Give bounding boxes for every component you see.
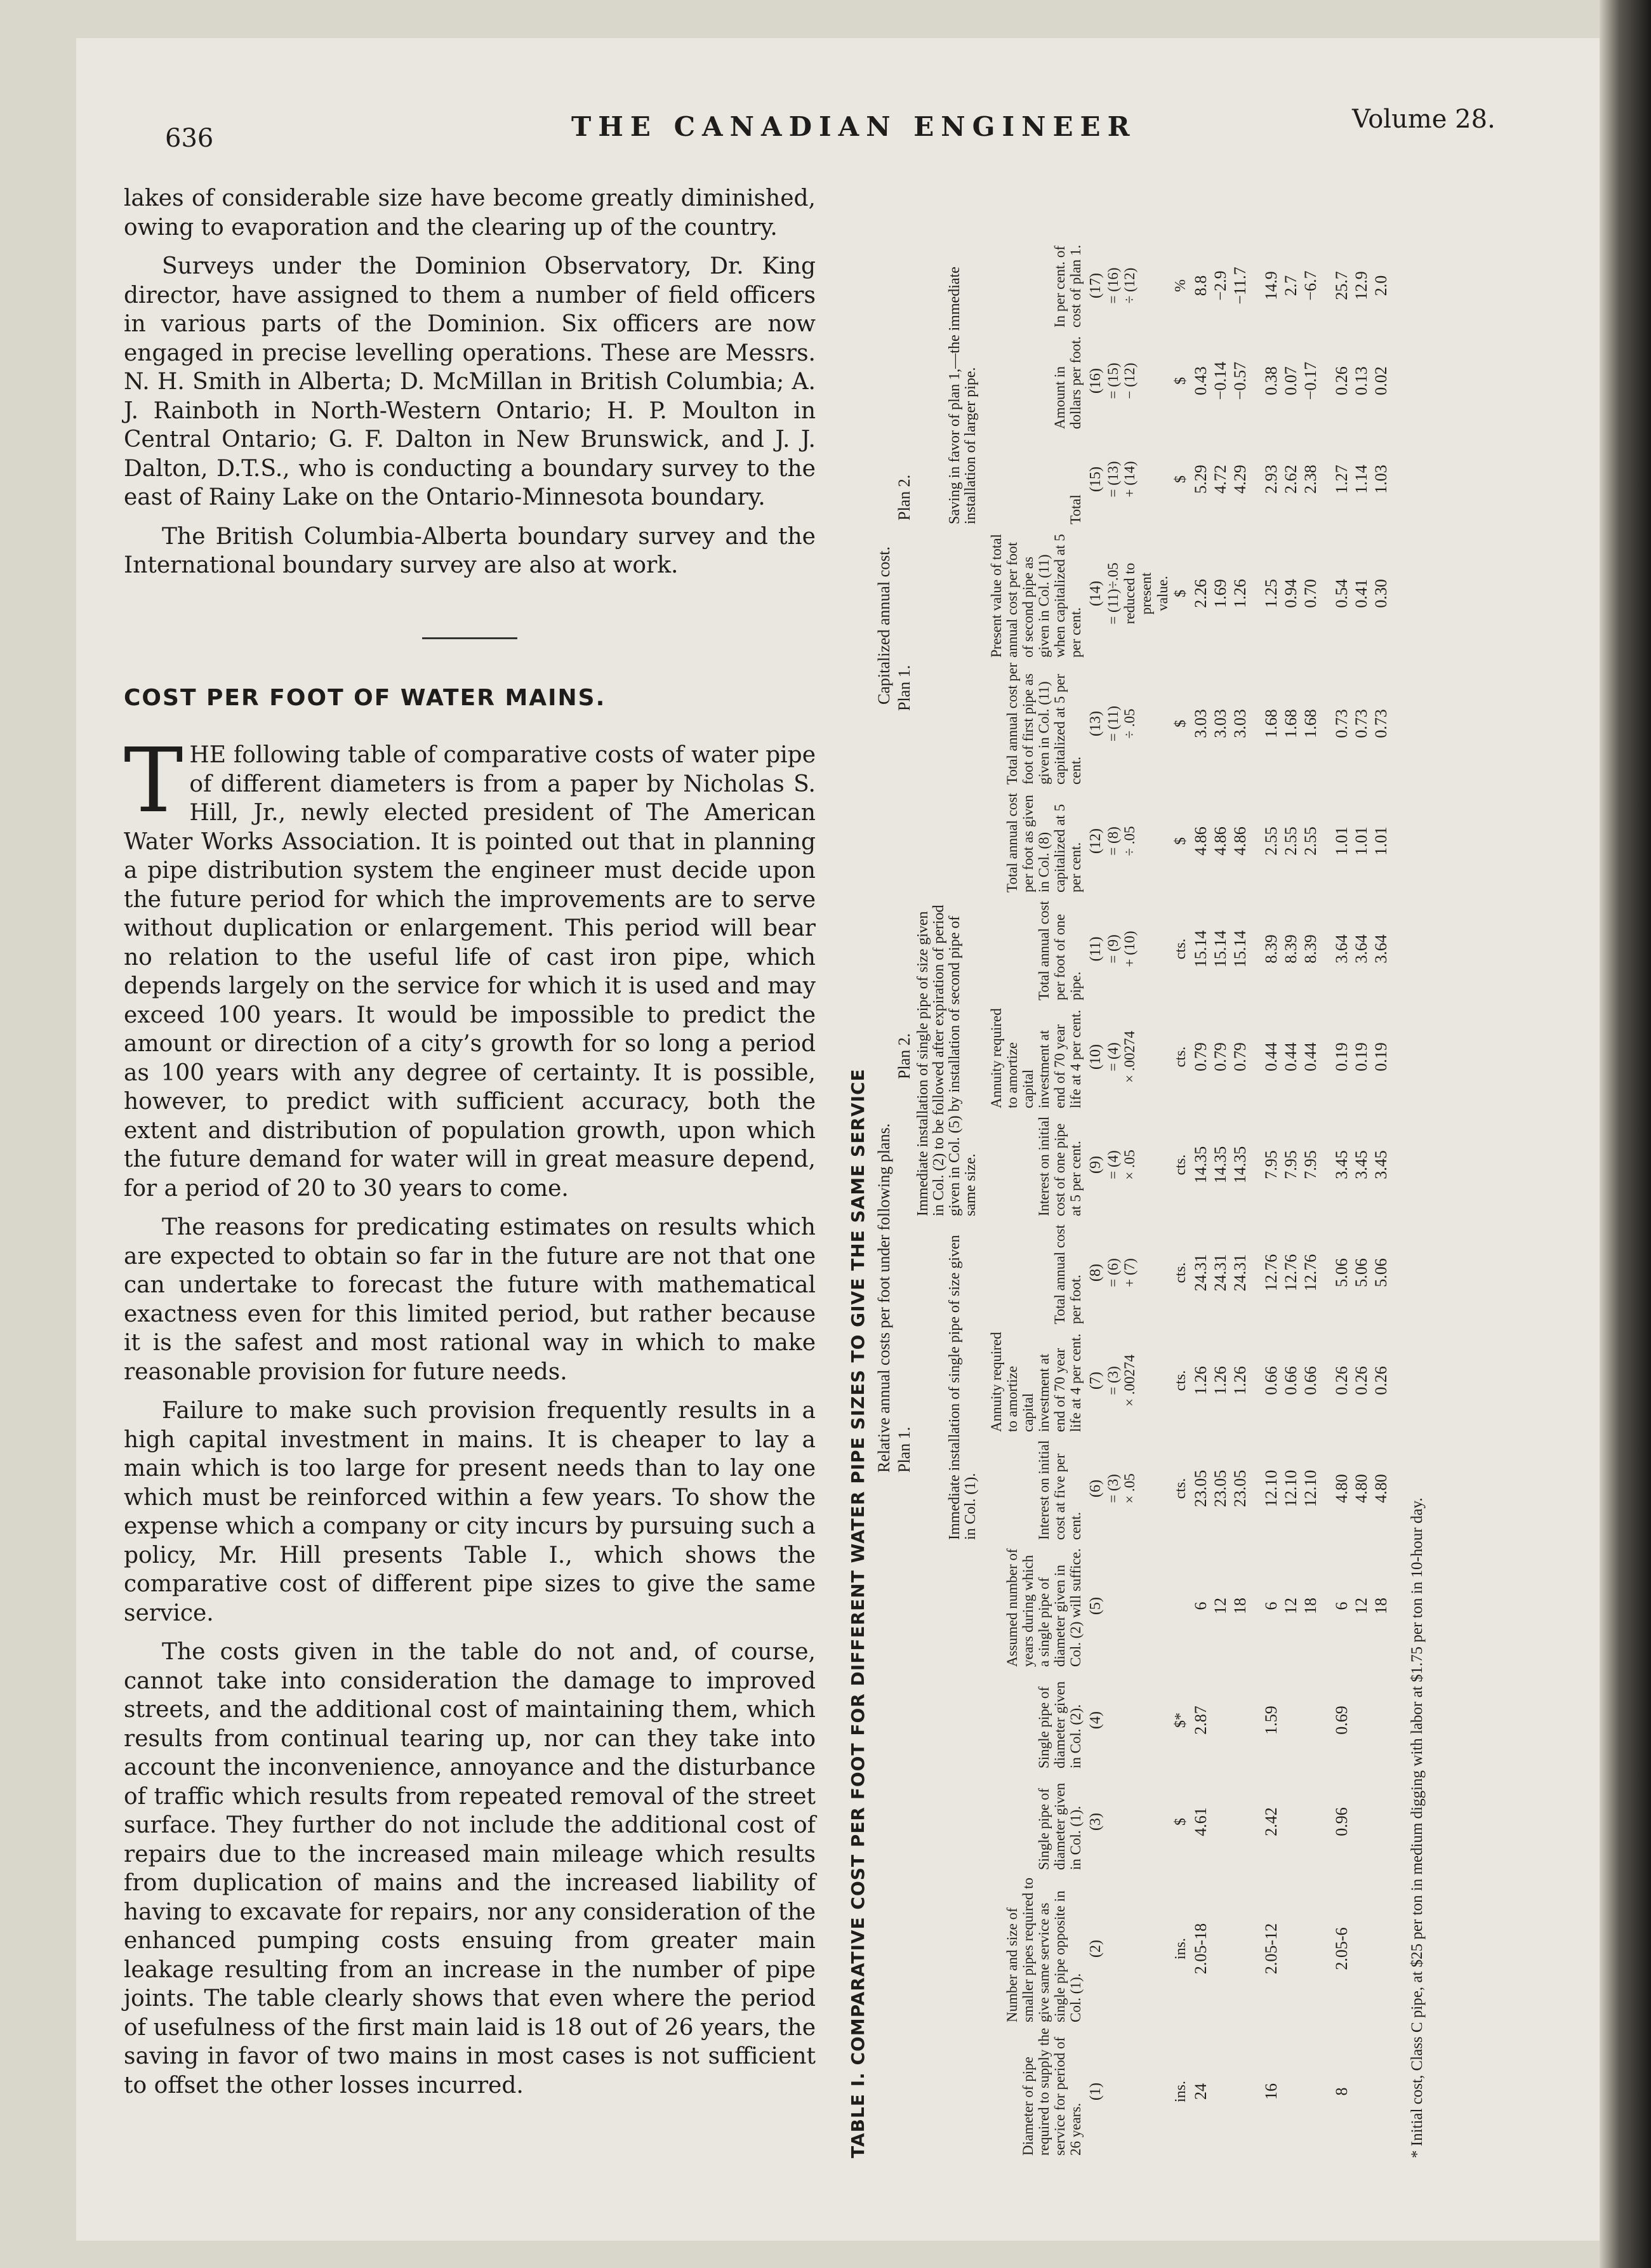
column-header-text-12: Total annual cost per foot as given in Col. (8) capitalized at 5 per cent. [1004, 793, 1084, 892]
table-cell: 0.73 [1352, 709, 1370, 738]
table-row [1230, 241, 1250, 2158]
unit-row [1171, 241, 1191, 2158]
column-unit-4: $* [1172, 1713, 1189, 1728]
journal-title: THE CANADIAN ENGINEER [571, 111, 1137, 142]
column-unit-12: $ [1172, 837, 1189, 845]
column-header-text-15: Total [1068, 494, 1084, 524]
table-cell: 0.19 [1332, 1042, 1351, 1071]
table-cell: 2.42 [1262, 1807, 1280, 1836]
table-cell: 5.06 [1372, 1258, 1390, 1287]
table-cell: 1.26 [1231, 1366, 1249, 1395]
table-cell: 23.05 [1211, 1469, 1230, 1508]
paragraph-intro [124, 729, 816, 1203]
table-cell: 12.10 [1282, 1469, 1300, 1508]
column-formula-4 [1105, 1669, 1171, 1771]
table-cell: 0.19 [1372, 1042, 1390, 1071]
table-cell [1230, 2025, 1250, 2158]
group-capitalized: Capitalized annual cost. [875, 546, 893, 705]
paragraph-failure: Failure to make such provision frequently results in a high capital investment in mains. It is cheaper to lay a main which is too large for present needs than to lay one which must be reinforced within a few years. To show the expense which a company or city incurs by pursuing such a policy, Mr. Hill presents Table I., which shows the comparative cost of different pipe sizes to give the same service. [124, 1398, 816, 1626]
table-cell: 0.96 [1332, 1807, 1351, 1836]
table-cell: 2.93 [1262, 465, 1280, 494]
plan2-cap-label: Plan 2. [895, 474, 913, 521]
column-formula-6: = (3) × .05 [1105, 1473, 1137, 1504]
table-cell: 1.03 [1372, 465, 1390, 494]
column-header-15 [979, 432, 1084, 527]
table-cell: 7.95 [1262, 1150, 1280, 1179]
column-unit-13: $ [1172, 720, 1189, 727]
table-cell: 5.29 [1191, 465, 1210, 494]
table-cell: 14.35 [1211, 1146, 1230, 1184]
column-unit-14: $ [1172, 590, 1189, 597]
table-cell: 14.35 [1231, 1146, 1249, 1184]
column-number-row [1084, 241, 1105, 2158]
table-cell: 1.01 [1332, 826, 1351, 856]
column-header-text-2: Number and size of smaller pipes required to give same service as single pipe opposite in Col. (1). [1004, 1877, 1084, 2022]
column-number-2: (2) [1087, 1940, 1104, 1958]
table-cell: 12.9 [1352, 271, 1370, 300]
table-cell: 3.64 [1372, 934, 1390, 964]
column-header-text-9: Interest on initial cost of one pipe at 5 per cent. [1036, 1116, 1084, 1216]
table-cell: 0.66 [1262, 1366, 1280, 1395]
table-cell: 1.26 [1211, 1366, 1230, 1395]
table-cell: 1.01 [1372, 826, 1390, 856]
table-cell: 8 [1332, 2087, 1351, 2096]
table-cell [1210, 1669, 1230, 1771]
plan-desc-row [915, 241, 979, 2158]
table-cell [1351, 1873, 1371, 2025]
table-cell [1301, 1771, 1320, 1873]
table-cell: 18 [1301, 1598, 1320, 1614]
column-unit-1: ins. [1172, 2081, 1189, 2103]
table-cell: 0.26 [1352, 1366, 1370, 1395]
column-unit-10: cts. [1172, 1046, 1189, 1068]
table-cell: 2.0 [1372, 275, 1390, 296]
table-cell: 12.76 [1301, 1254, 1320, 1292]
column-number-13: (13) [1087, 711, 1104, 736]
column-header-16 [979, 330, 1084, 432]
table-cell: 15.14 [1231, 930, 1249, 968]
paragraph-intro-text: HE following table of comparative costs of water pipe of different diameters is from a paper by Nicholas S. Hill, Jr., newly elected president of The American Water Works Association. It is pointed out that in planning a pipe distribution system the engineer must decide upon the future period for which the improvements are to serve without duplication or enlargement. This period will bear no relation to the useful life of cast iron pipe, which depends largely on the service for which it is used and may exceed 100 years. It would be impossible to predict the amount or direction of a city’s growth for so long a period as 100 years with any degree of certainty. It is possible, however, to predict with sufficient accuracy, both the extent and distribution of population growth, upon which the future demand for water will in great measure depend, for a period of 20 to 30 years to come. [124, 742, 816, 1202]
column-header-5 [979, 1542, 1084, 1669]
table-cell: 7.95 [1301, 1150, 1320, 1179]
table-cell: 4.86 [1191, 826, 1210, 856]
table-cell: 24.31 [1211, 1254, 1230, 1292]
table-cell [1281, 1771, 1301, 1873]
table-cell: 0.13 [1352, 366, 1370, 395]
rotated-table [847, 190, 1596, 2158]
column-header-text-1: Diameter of pipe required to supply the service for period of 26 years. [1020, 2027, 1084, 2156]
table-cell [1371, 2025, 1391, 2158]
column-unit-6: cts. [1172, 1478, 1189, 1499]
table-cell: 12.76 [1282, 1254, 1300, 1292]
table-cell: 1.27 [1332, 465, 1351, 494]
column-header-1 [979, 2025, 1084, 2158]
table-cell [1210, 1873, 1230, 2025]
table-row [1320, 241, 1351, 2158]
table-cell: 6 [1191, 1602, 1210, 1610]
table-row [1371, 241, 1391, 2158]
column-unit-5 [1171, 1542, 1191, 1669]
column-formula-1 [1105, 2025, 1171, 2158]
table-cell: 24 [1191, 2083, 1210, 2100]
table-cell [1371, 1873, 1391, 2025]
table-cell: 1.68 [1301, 709, 1320, 738]
column-number-15: (15) [1087, 467, 1104, 492]
column-header-6 [979, 1435, 1084, 1542]
table-cell: 23.05 [1191, 1469, 1210, 1508]
table-cell: 4.72 [1211, 465, 1230, 494]
table-cell: 8.39 [1282, 934, 1300, 964]
table-cell: 4.29 [1231, 465, 1249, 494]
column-number-8: (8) [1087, 1264, 1104, 1282]
column-formula-16: = (15) − (12) [1105, 362, 1137, 399]
table-cell: 3.45 [1372, 1150, 1390, 1179]
column-unit-16: $ [1172, 377, 1189, 385]
table-cell: 3.64 [1332, 934, 1351, 964]
table-cell: 0.07 [1282, 366, 1300, 395]
table-cell: 0.26 [1332, 1366, 1351, 1395]
table-cell: 1.01 [1352, 826, 1370, 856]
column-number-9: (9) [1087, 1156, 1104, 1174]
table-row [1301, 241, 1320, 2158]
table-cell: −11.7 [1231, 267, 1249, 305]
paragraph-reasons: The reasons for predicating estimates on results which are expected to obtain so far in the future are not that one can undertake to forecast the future with mathematical exactness even for this limited period, but rather because it is the safest and most rational way in which to make reasonable provision for future needs. [124, 1214, 816, 1385]
column-header-text-14: Present value of total annual cost per foot of second pipe as given in Col. (11) when capitalized at 5 per cent. [988, 534, 1084, 658]
table-cell: −6.7 [1301, 270, 1320, 301]
column-formula-12: = (8) ÷ .05 [1105, 826, 1137, 856]
column-header-text-17: In per cent. of cost of plan 1. [1052, 244, 1084, 328]
plan1-description: Immediate installation of single pipe of size given in Col. (1). [946, 1235, 979, 1540]
column-header-text-10: Annuity required to amortize capital investment at end of 70 year life at 4 per cent. [988, 1008, 1084, 1108]
table-cell: 0.69 [1332, 1706, 1351, 1735]
table-cell [1351, 1771, 1371, 1873]
table-cell: 12.76 [1262, 1254, 1280, 1292]
column-header-4 [979, 1669, 1084, 1771]
table-cell: 5.06 [1332, 1258, 1351, 1287]
table-cell: 3.45 [1352, 1150, 1370, 1179]
table-cell: 2.87 [1191, 1706, 1210, 1735]
table-cell: 23.05 [1231, 1469, 1249, 1508]
table-cell: 3.45 [1332, 1150, 1351, 1179]
table-cell: 2.7 [1282, 275, 1300, 296]
table-cell: 12.10 [1301, 1469, 1320, 1508]
table-row [1351, 241, 1371, 2158]
formula-row [1105, 241, 1171, 2158]
table-cell [1371, 1771, 1391, 1873]
column-number-17: (17) [1087, 273, 1104, 298]
page-number: 636 [165, 124, 214, 153]
table-cell: 24.31 [1231, 1254, 1249, 1292]
column-header-text-11: Total annual cost per foot of one pipe. [1036, 901, 1084, 1000]
table-cell [1210, 1771, 1230, 1873]
table-cell: 2.05-18 [1191, 1923, 1210, 1975]
table-cell: 0.70 [1301, 579, 1320, 608]
table-cell: 0.44 [1282, 1042, 1300, 1071]
column-unit-2: ins. [1172, 1938, 1189, 1960]
column-unit-7: cts. [1172, 1370, 1189, 1391]
table-cell: −0.14 [1211, 361, 1230, 401]
column-header-text-5: Assumed number of years during which a single pipe of diameter given in Col. (2) will suffice. [1004, 1548, 1084, 1667]
column-header-3 [979, 1771, 1084, 1873]
column-number-16: (16) [1087, 368, 1104, 394]
table-cell: 0.41 [1352, 579, 1370, 608]
table-cell: 12 [1211, 1598, 1230, 1614]
table-cell: 0.30 [1372, 579, 1390, 608]
column-formula-3 [1105, 1771, 1171, 1873]
table-row [1191, 241, 1210, 2158]
volume-label: Volume 28. [1352, 105, 1495, 134]
table-cell: 12 [1352, 1598, 1370, 1614]
table-cell: 1.26 [1191, 1366, 1210, 1395]
table-cell: −0.57 [1231, 361, 1249, 401]
column-formula-7: = (3) × .00274 [1105, 1355, 1137, 1407]
column-formula-13: = (11) ÷ .05 [1105, 705, 1137, 742]
column-number-7: (7) [1087, 1372, 1104, 1389]
column-header-text-3: Single pipe of diameter given in Col. (1). [1036, 1782, 1084, 1870]
table-cell: 14.35 [1191, 1146, 1210, 1184]
column-header-10 [979, 1003, 1084, 1111]
table-cell: 0.26 [1372, 1366, 1390, 1395]
cost-table [915, 241, 1391, 2158]
table-body [1191, 241, 1391, 2158]
table-cell: 0.73 [1372, 709, 1390, 738]
table-cell: 0.73 [1332, 709, 1351, 738]
column-formula-15: = (13) + (14) [1105, 461, 1137, 498]
table-cell: 24.31 [1191, 1254, 1210, 1292]
table-cell: −2.9 [1211, 270, 1230, 301]
saving-group: Saving in favor of plan 1,—the immediate installation of larger pipe. [946, 267, 979, 524]
table-cell: 3.64 [1352, 934, 1370, 964]
column-header-text-4: Single pipe of diameter given in Col. (2). [1036, 1681, 1084, 1768]
column-formula-17: = (16) ÷ (12) [1105, 267, 1137, 304]
column-number-3: (3) [1087, 1813, 1104, 1831]
column-formula-8: = (6) + (7) [1105, 1258, 1137, 1287]
header-row [979, 241, 1084, 2158]
table-plan-headers [895, 190, 915, 2158]
column-formula-11: = (9) + (10) [1105, 931, 1137, 967]
table-cell: 6 [1332, 1602, 1351, 1610]
table-cell: 8.39 [1301, 934, 1320, 964]
table-cell: 8.39 [1262, 934, 1280, 964]
table-title: TABLE I. COMPARATIVE COST PER FOOT FOR DIFFERENT WATER PIPE SIZES TO GIVE THE SAME SERVICE [847, 1068, 868, 2158]
table-cell: 1.68 [1282, 709, 1300, 738]
table-cell [1301, 1669, 1320, 1771]
table-cell: 1.68 [1262, 709, 1280, 738]
table-cell: 5.06 [1352, 1258, 1370, 1287]
table-cell: 0.38 [1262, 366, 1280, 395]
column-header-13 [979, 660, 1084, 787]
column-header-12 [979, 787, 1084, 895]
table-cell: 3.03 [1211, 709, 1230, 738]
column-header-9 [979, 1111, 1084, 1219]
table-cell: 4.86 [1211, 826, 1230, 856]
paragraph-continuation: lakes of considerable size have become greatly diminished, owing to evaporation and the clearing up of the country. [124, 185, 816, 241]
column-header-8 [979, 1219, 1084, 1327]
column-header-11 [979, 895, 1084, 1003]
table-group-headers [875, 190, 895, 2158]
table-cell: 2.05-6 [1332, 1927, 1351, 1970]
table-cell: 12 [1282, 1598, 1300, 1614]
table-cell: 2.55 [1282, 826, 1300, 856]
table-cell [1281, 1669, 1301, 1771]
column-unit-9: cts. [1172, 1154, 1189, 1176]
column-formula-2 [1105, 1873, 1171, 2025]
plan2-label: Plan 2. [895, 1033, 913, 1079]
table-cell: 0.26 [1332, 366, 1351, 395]
table-row [1210, 241, 1230, 2158]
column-number-12: (12) [1087, 828, 1104, 854]
table-cell: 2.55 [1301, 826, 1320, 856]
table-cell: 1.69 [1211, 579, 1230, 608]
plan2-description: Immediate installation of single pipe of size given in Col. (2) to be followed after expiration of period given in Col. (5) by installation of second pipe of same size. [915, 905, 979, 1216]
column-header-2 [979, 1873, 1084, 2025]
column-number-11: (11) [1087, 936, 1104, 962]
table-cell: 0.44 [1262, 1042, 1280, 1071]
table-cell: −0.17 [1301, 361, 1320, 401]
table-cell: 15.14 [1191, 930, 1210, 968]
table-cell: 3.03 [1191, 709, 1210, 738]
table-footnote: * Initial cost, Class C pipe, at $25 per ton in medium digging with labor at $1.75 per ton in 10-hour day. [1409, 1497, 1426, 2158]
table-cell: 4.80 [1332, 1474, 1351, 1503]
column-header-text-13: Total annual cost per foot of first pipe as given in Col. (11) capitalized at 5 per cent. [1004, 663, 1084, 785]
table-cell: 25.7 [1332, 271, 1351, 300]
table-cell: 16 [1262, 2083, 1280, 2100]
column-formula-9: = (4) × .05 [1105, 1150, 1137, 1180]
column-number-6: (6) [1087, 1480, 1104, 1497]
paragraph-costs: The costs given in the table do not and, of course, cannot take into consideration the damage to improved streets, and the additional cost of maintaining them, which results from continual tearing up, nor can they take into account the inconvenience, annoyance and the disturbance of traffic which results from repeated removal of the street surface. They further do not include the additional cost of repairs due to the increased main mileage which results from duplication of mains and the increased liability of having to excavate for repairs, nor any consideration of the enhanced pumping costs ensuing from greater main leakage resulting from an increase in the number of pipe joints. The table clearly shows that even where the period of usefulness of the first main laid is 18 out of 26 years, the saving in favor of two mains in most cases is not sufficient to offset the other losses incurred. [124, 1639, 816, 2099]
table-row [1281, 241, 1301, 2158]
table-cell: 2.05-12 [1262, 1923, 1280, 1975]
article-title: COST PER FOOT OF WATER MAINS. [124, 684, 606, 711]
table-cell: 0.02 [1372, 366, 1390, 395]
table-cell: 6 [1262, 1602, 1280, 1610]
table-cell [1301, 2025, 1320, 2158]
column-number-4: (4) [1087, 1711, 1104, 1729]
table-cell: 0.79 [1191, 1042, 1210, 1071]
table-cell: 0.19 [1352, 1042, 1370, 1071]
table-cell: 7.95 [1282, 1150, 1300, 1179]
section-divider [422, 637, 517, 639]
column-formula-10: = (4) × .00274 [1105, 1031, 1137, 1083]
table-cell: 1.59 [1262, 1706, 1280, 1735]
table-cell [1351, 1669, 1371, 1771]
text-column [124, 184, 816, 2100]
table-cell [1301, 1873, 1320, 2025]
table-cell [1351, 2025, 1371, 2158]
column-header-text-8: Total annual cost per foot. [1052, 1224, 1084, 1324]
table-cell [1371, 1669, 1391, 1771]
table-cell: 0.66 [1301, 1366, 1320, 1395]
column-unit-8: cts. [1172, 1262, 1189, 1283]
column-number-14: (14) [1087, 581, 1104, 606]
table-cell: 0.79 [1211, 1042, 1230, 1071]
table-cell: 1.25 [1262, 579, 1280, 608]
column-unit-3: $ [1172, 1818, 1189, 1826]
table-cell: 18 [1372, 1598, 1390, 1614]
table-cell: 0.94 [1282, 579, 1300, 608]
table-cell: 18 [1231, 1598, 1249, 1614]
column-unit-11: cts. [1172, 938, 1189, 960]
table-cell: 0.54 [1332, 579, 1351, 608]
table-cell [1281, 2025, 1301, 2158]
table-cell: 2.26 [1191, 579, 1210, 608]
table-cell [1230, 1771, 1250, 1873]
table-cell: 2.38 [1301, 465, 1320, 494]
table-cell: 14.9 [1262, 271, 1280, 300]
book-spine-shadow [1600, 0, 1651, 2268]
table-cell: 4.80 [1372, 1474, 1390, 1503]
table-cell [1281, 1873, 1301, 2025]
table-cell: 12.10 [1262, 1469, 1280, 1508]
column-header-7 [979, 1327, 1084, 1435]
column-number-1: (1) [1087, 2083, 1104, 2100]
column-number-10: (10) [1087, 1044, 1104, 1070]
table-cell: 1.26 [1231, 579, 1249, 608]
paragraph-surveys: Surveys under the Dominion Observatory, Dr. King director, have assigned to them a number of field officers in various parts of the Dominion. Six officers are now engaged in precise levelling operations. These are Messrs. N. H. Smith in Alberta; D. McMillan in British Columbia; A. J. Rainboth in North-Western Ontario; H. P. Moulton in Central Ontario; G. F. Dalton in New Brunswick, and J. J. Dalton, D.T.S., who is conducting a boundary survey to the east of Rainy Lake on the Ontario-Minnesota boundary. [124, 253, 816, 510]
table-cell: 0.66 [1282, 1366, 1300, 1395]
column-unit-15: $ [1172, 475, 1189, 483]
column-header-text-16: Amount in dollars per foot. [1052, 336, 1084, 429]
table-cell [1230, 1873, 1250, 2025]
column-header-17 [979, 241, 1084, 330]
table-cell: 15.14 [1211, 930, 1230, 968]
column-number-5: (5) [1087, 1597, 1104, 1615]
table-cell: 0.44 [1301, 1042, 1320, 1071]
table-cell: 2.55 [1262, 826, 1280, 856]
plan1-cap-label: Plan 1. [895, 665, 913, 711]
table-cell: 4.61 [1191, 1807, 1210, 1836]
table-cell: 3.03 [1231, 709, 1249, 738]
table-cell [1210, 2025, 1230, 2158]
column-formula-5 [1105, 1542, 1171, 1669]
column-header-14 [979, 527, 1084, 660]
column-formula-14: = (11)÷.05 reduced to present value. [1105, 562, 1170, 625]
table-row [1250, 241, 1281, 2158]
paragraph-boundary: The British Columbia-Alberta boundary survey and the International boundary survey are also at work. [124, 523, 816, 578]
table-cell: 8.8 [1191, 275, 1210, 296]
table-cell: 4.86 [1231, 826, 1249, 856]
table-cell: 0.43 [1191, 366, 1210, 395]
group-relative-costs: Relative annual costs per foot under following plans. [875, 1123, 893, 1473]
column-header-text-7: Annuity required to amortize capital investment at end of 70 year life at 4 per cent. [988, 1332, 1084, 1432]
drop-cap: T [124, 729, 183, 833]
table-cell: 1.14 [1352, 465, 1370, 494]
table-cell: 2.62 [1282, 465, 1300, 494]
column-unit-17: % [1172, 279, 1189, 292]
column-header-text-6: Interest on initial cost at five per cent. [1036, 1440, 1084, 1540]
table-cell [1230, 1669, 1250, 1771]
table-cell: 0.79 [1231, 1042, 1249, 1071]
plan1-label: Plan 1. [895, 1426, 913, 1473]
table-cell: 4.80 [1352, 1474, 1370, 1503]
